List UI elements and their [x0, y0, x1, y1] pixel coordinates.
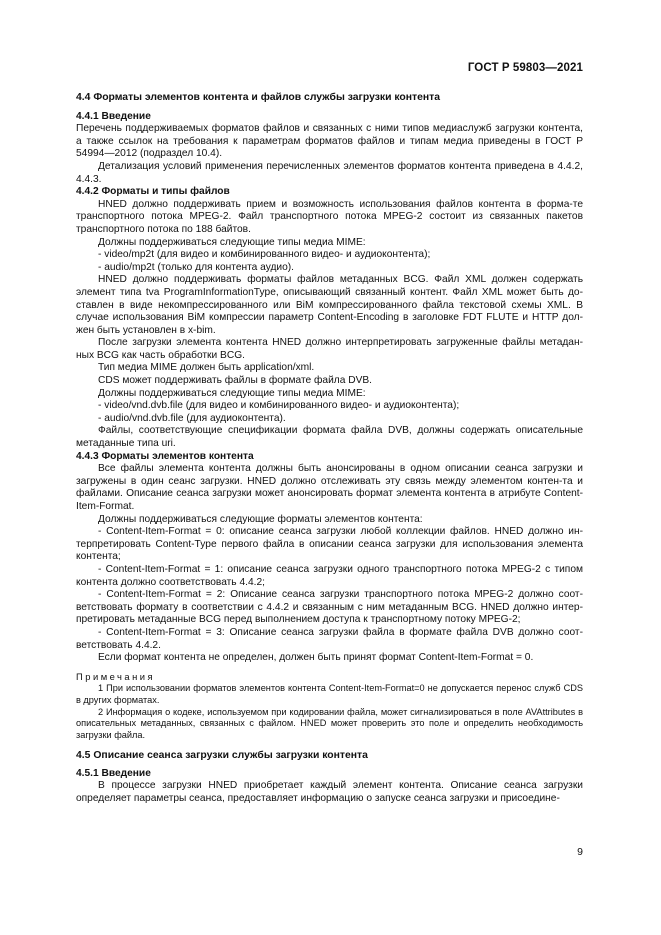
paragraph: После загрузки элемента контента HNED должно интерпретировать загруженные файлы метадан-ных BCG как часть обработки BCG. — [76, 337, 583, 361]
paragraph: Должны поддерживаться следующие форматы элементов контента: — [98, 513, 423, 525]
section-4-5-heading: 4.5 Описание сеанса загрузки службы загрузки контента — [76, 750, 368, 762]
document-id-header: ГОСТ Р 59803—2021 — [467, 62, 583, 74]
subsection-4-4-3-heading: 4.4.3 Форматы элементов контента — [76, 450, 254, 462]
list-item: - Content-Item-Format = 0: описание сеанса загрузки любой коллекции файлов. HNED должно ин-терпретировать Content-Type первого файла в описании сеанса загрузки для использования элемента контента; — [76, 526, 583, 563]
note-item: 1 При использовании форматов элементов контента Content-Item-Format=0 не допускается перенос служб CDS в других форматах. — [76, 683, 583, 705]
page-content — [76, 92, 583, 806]
paragraph: Детализация условий применения перечисленных элементов форматов контента приведена в 4.4.2, 4.4.3. — [76, 160, 583, 185]
paragraph: Файлы, соответствующие спецификации формата файла DVB, должны содержать описательные метаданные типа uri. — [76, 425, 583, 450]
list-item: - audio/vnd.dvb.file (для аудиоконтента). — [98, 412, 286, 424]
section-4-4-heading: 4.4 Форматы элементов контента и файлов службы загрузки контента — [76, 92, 441, 103]
paragraph: Перечень поддерживаемых форматов файлов и связанных с ними типов медиаслужб загрузки контента, а также ссылок на требования к параметрам форматов файлов и типам медиа приведены в ГОСТ Р 54994—2012 (подраздел 10.4). — [76, 123, 583, 160]
subsection-4-5-1-heading: 4.5.1 Введение — [76, 767, 151, 779]
paragraph: Все файлы элемента контента должны быть анонсированы в одном описании сеанса загрузки и загружены в один сеанс загрузки. HNED должно отслеживать эту связь между элементом контен-та и файлами. Описание сеанса загрузки может анонсировать формат элемента контента в атрибуте Content-Item-Format. — [76, 463, 583, 512]
list-item: - video/vnd.dvb.file (для видео и комбинированного видео- и аудиоконтента); — [98, 400, 460, 412]
page-number: 9 — [577, 846, 583, 858]
paragraph: Если формат контента не определен, должен быть принят формат Content-Item-Format = 0. — [98, 652, 534, 664]
list-item: - Content-Item-Format = 1: описание сеанса загрузки одного транспортного потока MPEG-2 с типом контента должно соответствовать 4.4.2; — [76, 563, 583, 588]
list-item: - video/mp2t (для видео и комбинированного видео- и аудиоконтента); — [98, 249, 431, 261]
list-item: - audio/mp2t (только для контента аудио). — [98, 261, 294, 273]
subsection-4-4-2-heading: 4.4.2 Форматы и типы файлов — [76, 186, 230, 198]
paragraph: HNED должно поддерживать прием и возможность использования файлов контента в форма-те транспортного потока MPEG-2. Файл транспортного потока MPEG-2 состоит из связанных пакетов транспортного потока по 188 байтов. — [76, 198, 583, 235]
subsection-4-4-1-heading: 4.4.1 Введение — [76, 110, 151, 122]
paragraph: HNED должно поддерживать форматы файлов метаданных BCG. Файл XML должен содержать элемент типа tva ProgramInformationType, описывающий связанный контент. Файл XML может быть до-ставлен в виде некомпрессированного или BiM компрессированного файла текстовой схемы XML. В случае использования BiM компрессии параметр Content-Encoding в заголовке FDT FLUTE и HTTP дол-жен быть установлен в x-bim. — [76, 274, 583, 336]
notes-heading: Примечания — [76, 670, 156, 682]
paragraph: CDS может поддерживать файлы в формате файла DVB. — [98, 375, 373, 387]
list-item: - Content-Item-Format = 3: Описание сеанса загрузки файла в формате файла DVB должно соот-ветствовать 4.4.2. — [76, 626, 583, 651]
note-item: 2 Информация о кодеке, используемом при кодировании файла, может сигнализироваться в поле AVAttributes в описательных метаданных, связанных с файлом. HNED может проверить это поле и определить необходимость загрузки файла. — [76, 706, 583, 740]
list-item: - Content-Item-Format = 2: Описание сеанса загрузки транспортного потока MPEG-2 должно соот-ветствовать формату в соответствии с 4.4.2 и связанным с ним метаданным BCG. HNED должно интер-претировать метаданные BCG перед выполнением доступа к транспортному потоку MPEG-2; — [76, 589, 583, 626]
paragraph: В процессе загрузки HNED приобретает каждый элемент контента. Описание сеанса загрузки определяет параметры сеанса, предоставляет информацию о запуске сеанса загрузки и присоедине- — [76, 780, 583, 805]
paragraph: Должны поддерживаться следующие типы медиа MIME: — [98, 387, 366, 399]
paragraph: Тип медиа MIME должен быть application/xml. — [98, 362, 315, 374]
paragraph: Должны поддерживаться следующие типы медиа MIME: — [98, 236, 366, 248]
